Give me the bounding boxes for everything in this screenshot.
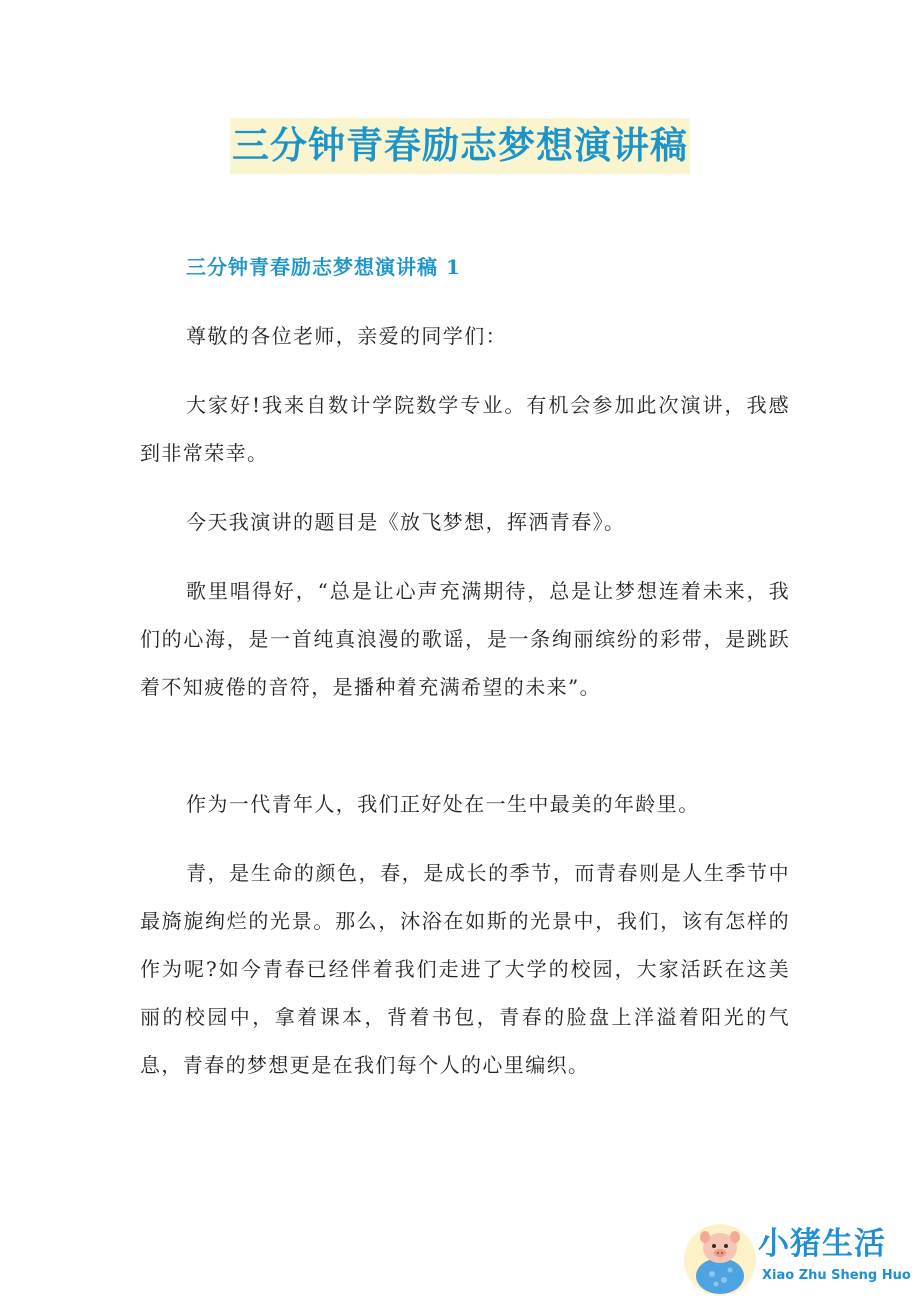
paragraph-topic: 今天我演讲的题目是《放飞梦想，挥洒青春》。	[186, 510, 626, 534]
title-container	[0, 118, 920, 174]
section-heading: 三分钟青春励志梦想演讲稿 1	[186, 255, 461, 279]
document-title: 三分钟青春励志梦想演讲稿	[230, 118, 690, 174]
paragraph-greeting: 尊敬的各位老师，亲爱的同学们：	[186, 324, 507, 348]
document-body	[140, 243, 790, 1089]
paragraph-song-quote: 歌里唱得好，“总是让心声充满期待，总是让梦想连着未来，我们的心海，是一首纯真浪漫的歌谣，是一条绚丽缤纷的彩带，是跳跃着不知疲倦的音符，是播种着充满希望的未来”。	[140, 579, 790, 699]
paragraph-youth-season: 青，是生命的颜色，春，是成长的季节，而青春则是人生季节中最旖旎绚烂的光景。那么，沐浴在如斯的光景中，我们，该有怎样的作为呢?如今青春已经伴着我们走进了大学的校园，大家活跃在这美丽的校园中，拿着课本，背着书包，青春的脸盘上洋溢着阳光的气息，青春的梦想更是在我们每个人的心里编织。	[140, 861, 790, 1077]
pig-mascot-icon	[682, 1218, 756, 1298]
watermark-logo	[682, 1218, 914, 1298]
watermark-text-cn: 小猪生活	[758, 1226, 886, 1262]
paragraph-youth-age: 作为一代青年人，我们正好处在一生中最美的年龄里。	[186, 792, 700, 816]
paragraph-intro: 大家好!我来自数计学院数学专业。有机会参加此次演讲，我感到非常荣幸。	[140, 393, 790, 465]
watermark-text-en: Xiao Zhu Sheng Huo	[762, 1268, 911, 1283]
